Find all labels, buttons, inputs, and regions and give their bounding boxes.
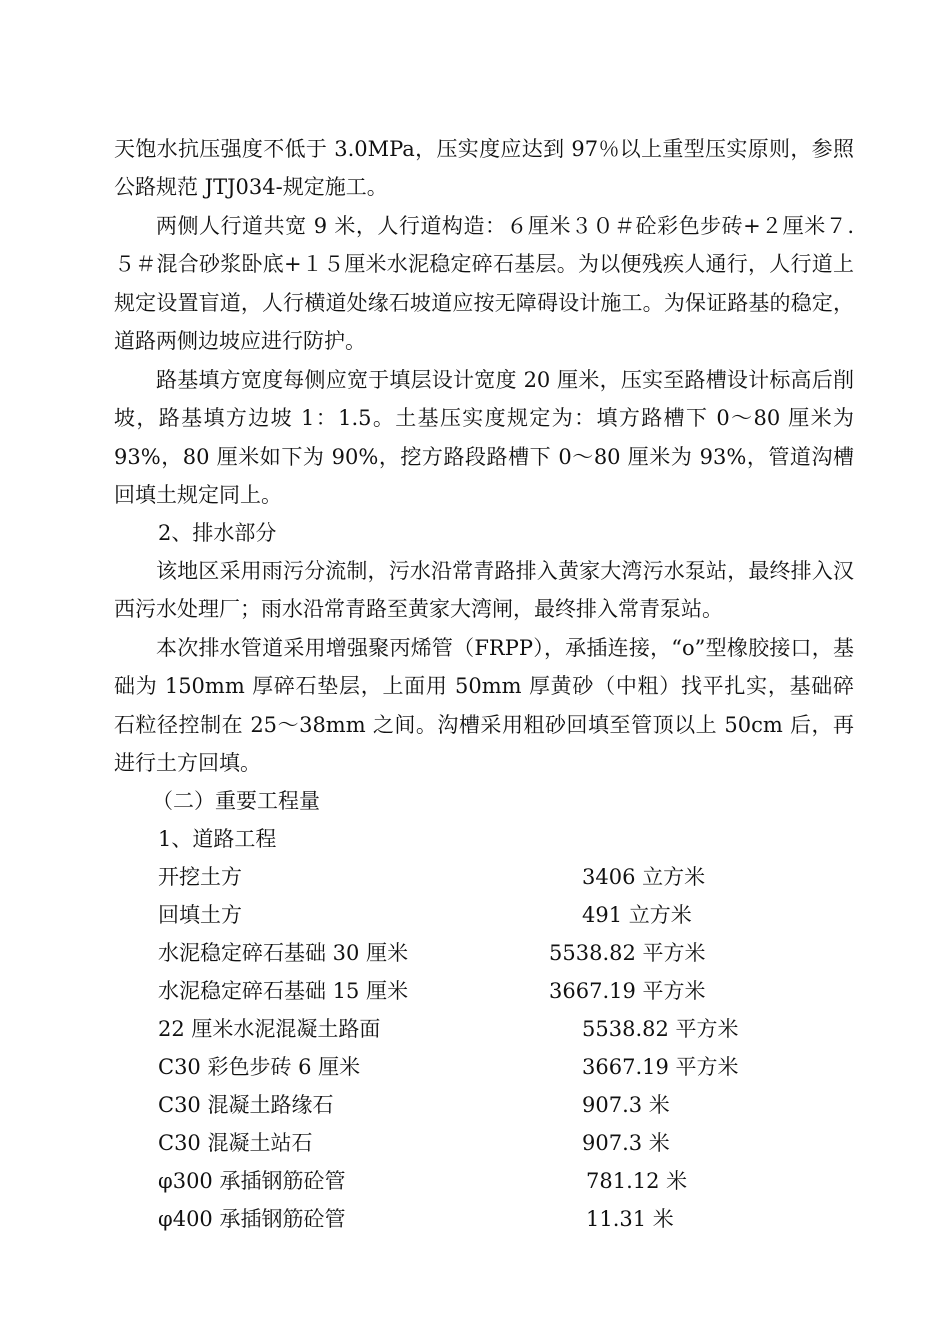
quantity-item: 开挖土方	[158, 865, 242, 889]
quantity-row	[158, 972, 858, 1010]
section-quantities-heading: （二）重要工程量	[152, 789, 320, 813]
paragraph-compaction: 天饱水抗压强度不低于 3.0MPa，压实度应达到 97％以上重型压实原则，参照公路规范 JTJ034-规定施工。	[114, 137, 854, 200]
quantity-value: 781.12 米	[586, 1169, 688, 1193]
quantity-row	[158, 858, 858, 896]
quantity-item: C30 混凝土站石	[158, 1131, 313, 1155]
quantity-value: 491 立方米	[582, 903, 692, 927]
quantity-item: C30 混凝土路缘石	[158, 1093, 334, 1117]
paragraph-drainage-system: 该地区采用雨污分流制，污水沿常青路排入黄家大湾污水泵站，最终排入汉西污水处理厂；雨水沿常青路至黄家大湾闸，最终排入常青泵站。	[114, 559, 854, 622]
quantity-row	[158, 1200, 858, 1238]
quantity-value: 907.3 米	[582, 1093, 670, 1117]
paragraph-subgrade: 路基填方宽度每侧应宽于填层设计宽度 20 厘米，压实至路槽设计标高后削坡，路基填方边坡 1：1.5。土基压实度规定为：填方路槽下 0～80 厘米为 93%，80 厘米如下为 90%，挖方路段路槽下 0～80 厘米为 93%，管道沟槽回填土规定同上。	[114, 368, 854, 508]
quantity-value: 3667.19 平方米	[582, 1055, 739, 1079]
quantity-value: 5538.82 平方米	[549, 941, 706, 965]
paragraph-sidewalk: 两侧人行道共宽 9 米，人行道构造：６厘米３０＃砼彩色步砖+２厘米７.５＃混合砂浆卧底+１５厘米水泥稳定碎石基层。为以便残疾人通行，人行道上规定设置盲道，人行横道处缘石坡道应按无障碍设计施工。为保证路基的稳定，道路两侧边坡应进行防护。	[114, 214, 854, 354]
quantity-value: 3406 立方米	[582, 865, 706, 889]
quantity-row	[158, 1124, 858, 1162]
quantity-value: 11.31 米	[586, 1207, 674, 1231]
paragraph-pipe-spec: 本次排水管道采用增强聚丙烯管（FRPP），承插连接，“o”型橡胶接口，基础为 150mm 厚碎石垫层，上面用 50mm 厚黄砂（中粗）找平扎实，基础碎石粒径控制在 25～38mm 之间。沟槽采用粗砂回填至管顶以上 50cm 后，再进行土方回填。	[114, 636, 854, 776]
quantity-row	[158, 1162, 858, 1200]
quantity-item: 回填土方	[158, 903, 242, 927]
quantity-row	[158, 1010, 858, 1048]
quantity-item: 水泥稳定碎石基础 15 厘米	[158, 979, 409, 1003]
quantity-item: 22 厘米水泥混凝土路面	[158, 1017, 381, 1041]
quantity-value: 3667.19 平方米	[549, 979, 706, 1003]
subsection-road-works-heading: 1、道路工程	[158, 827, 277, 851]
quantity-row	[158, 1048, 858, 1086]
quantity-value: 907.3 米	[582, 1131, 670, 1155]
quantity-item: φ300 承插钢筋砼管	[158, 1169, 346, 1193]
quantity-row	[158, 934, 858, 972]
quantity-row	[158, 896, 858, 934]
section-drainage-heading: 2、排水部分	[158, 521, 277, 545]
quantity-item: φ400 承插钢筋砼管	[158, 1207, 346, 1231]
quantity-value: 5538.82 平方米	[582, 1017, 739, 1041]
quantity-item: C30 彩色步砖 6 厘米	[158, 1055, 361, 1079]
quantity-item: 水泥稳定碎石基础 30 厘米	[158, 941, 409, 965]
quantity-row	[158, 1086, 858, 1124]
